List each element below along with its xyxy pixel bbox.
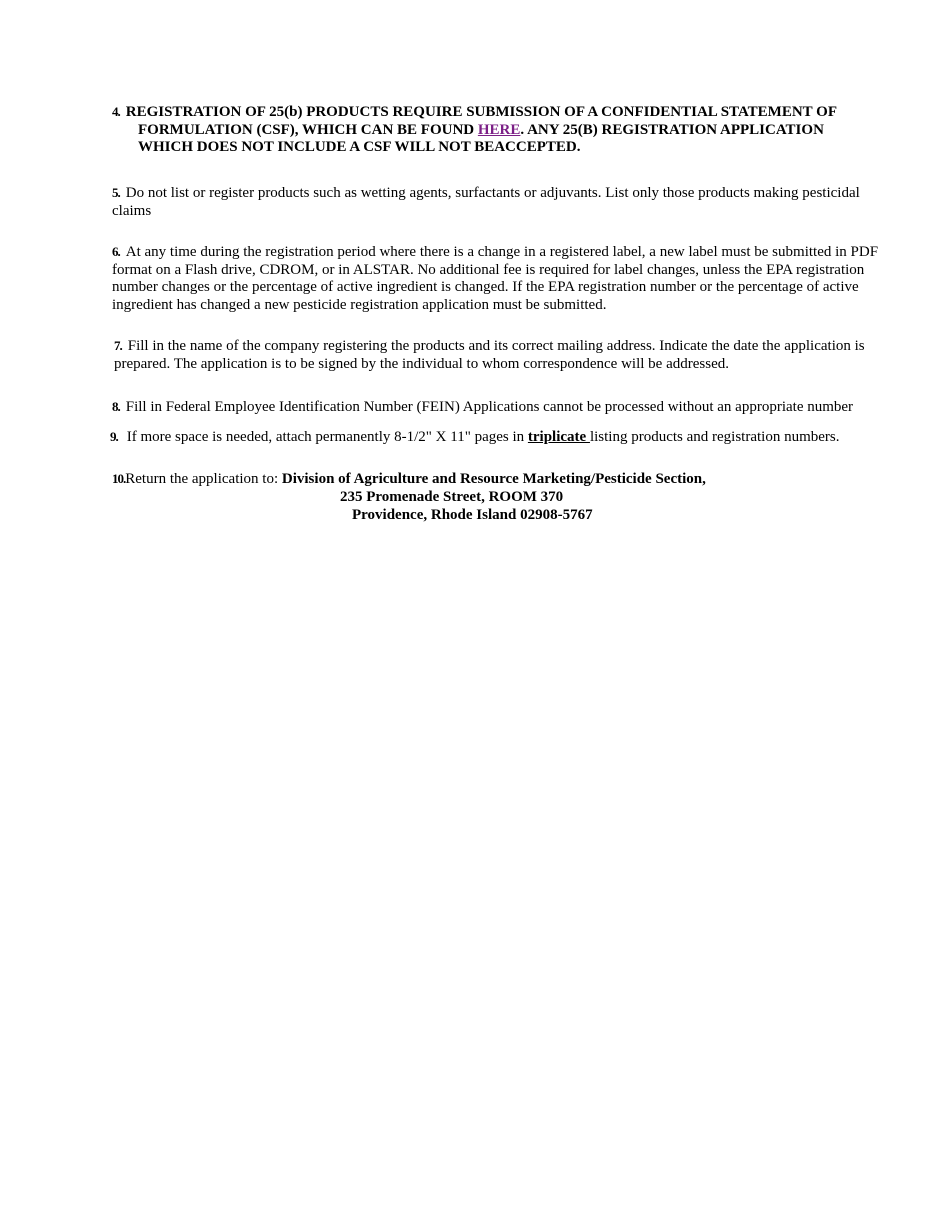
instruction-item-6	[112, 243, 887, 314]
item-8-text: Fill in Federal Employee Identification Number (FEIN) Applications cannot be processed without an appropriate number	[125, 399, 854, 415]
address-line-1: Division of Agriculture and Resource Marketing/Pesticide Section,	[281, 471, 706, 487]
item-number: 6.	[112, 244, 120, 259]
csf-here-link[interactable]: HERE	[477, 121, 521, 138]
item-number: 7.	[114, 338, 122, 353]
item-7-text: Fill in the name of the company registering the products and its correct mailing address. Indicate the date the application is prepared. The application is to be signed by the individual to whom correspondence will be addressed.	[114, 338, 865, 372]
item-4-text-d: WHICH DOES NOT INCLUDE A CSF WILL NOT BEACCEPTED.	[138, 139, 581, 155]
item-4-text-c: . ANY 25(B) REGISTRATION APPLICATION	[520, 121, 824, 138]
item-6-text: At any time during the registration period where there is a change in a registered label, a new label must be submitted in PDF format on a Flash drive, CDROM, or in ALSTAR. No additional fee is required for label changes, unless the EPA registration number changes or the percentage of active ingredient is changed. If the EPA registration number or the percentage of active ingredient has changed a new pesticide registration application must be submitted.	[112, 244, 879, 313]
item-10-lead: Return the application to:	[125, 471, 282, 487]
address-line-3: Providence, Rhode Island 02908-5767	[352, 507, 593, 523]
instruction-item-5	[112, 184, 887, 220]
item-9-text-a: If more space is needed, attach permanently 8-1/2" X 11" pages in	[126, 429, 528, 445]
item-4-line-1	[112, 103, 887, 122]
item-number: 10.	[112, 471, 126, 486]
item-4-line-2	[112, 122, 887, 140]
item-number: 5.	[112, 185, 120, 200]
instruction-item-7	[114, 337, 889, 373]
instruction-item-9	[110, 428, 885, 447]
item-number: 4.	[112, 104, 120, 119]
item-4-text-a: REGISTRATION OF 25(b) PRODUCTS REQUIRE SUBMISSION OF A CONFIDENTIAL STATEMENT OF	[125, 104, 837, 120]
item-9-emphasis: triplicate	[527, 429, 590, 445]
item-number: 9.	[110, 429, 118, 444]
item-4-text-b: FORMULATION (CSF), WHICH CAN BE FOUND	[138, 121, 478, 138]
item-5-text: Do not list or register products such as wetting agents, surfactants or adjuvants. List only those products making pesticidal claims	[112, 185, 860, 219]
instruction-item-4	[112, 103, 887, 157]
item-number: 8.	[112, 399, 120, 414]
item-4-line-3	[112, 139, 887, 157]
address-line-2: 235 Promenade Street, ROOM 370	[340, 489, 564, 505]
instruction-item-8	[112, 398, 902, 417]
instruction-item-10	[112, 470, 887, 489]
item-9-text-b: listing products and registration numbers.	[589, 429, 840, 445]
